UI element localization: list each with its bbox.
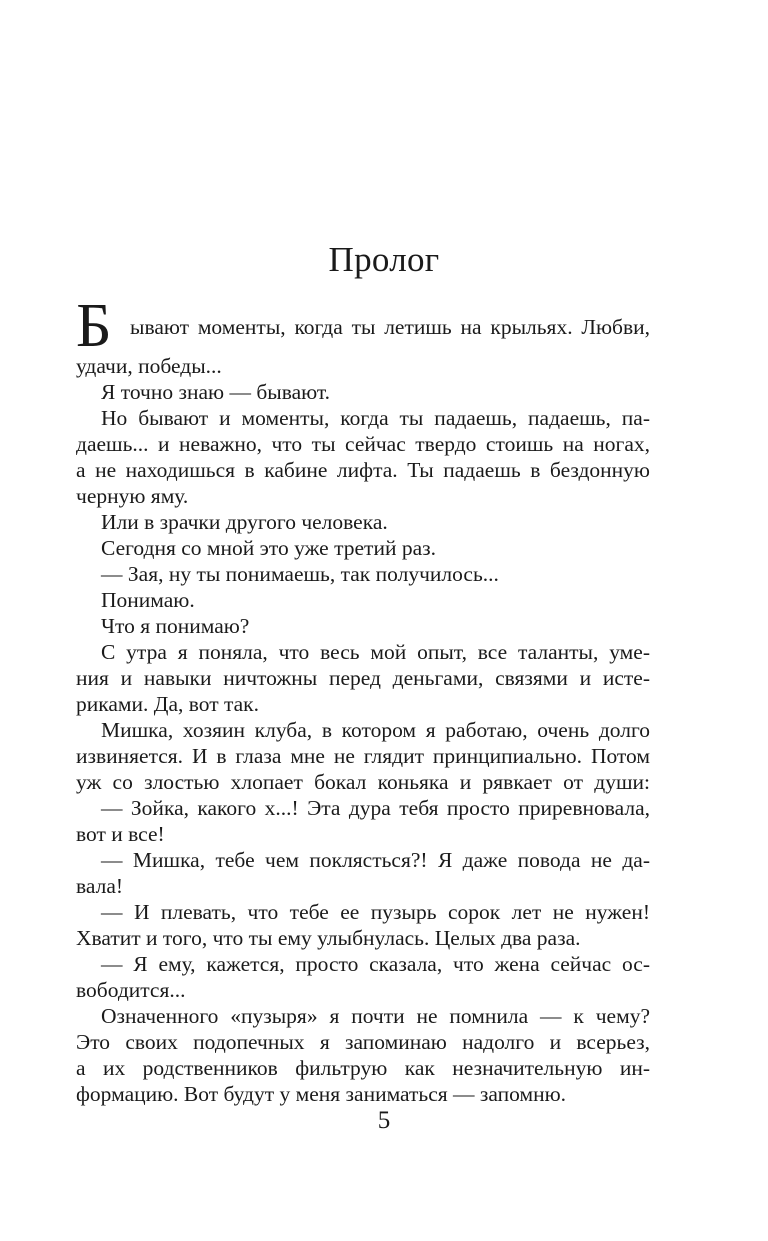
text-line: а их родственников фильтрую как незначительную ин- — [76, 1056, 650, 1080]
text-line: Это своих подопечных я запоминаю надолго и всерьез, — [76, 1030, 650, 1054]
body-text — [76, 292, 650, 1107]
text-line: Но бывают и моменты, когда ты падаешь, падаешь, па- — [101, 406, 650, 430]
text-line: формацию. Вот будут у меня заниматься — запомню. — [76, 1082, 567, 1106]
text-line: Сегодня со мной это уже третий раз. — [101, 536, 436, 560]
chapter-title: Пролог — [328, 240, 440, 279]
text-line: Понимаю. — [101, 588, 195, 612]
text-line: Мишка, хозяин клуба, в котором я работаю, очень долго — [101, 718, 650, 742]
text-line: Означенного «пузыря» я почти не помнила — к чему? — [101, 1004, 650, 1028]
text-line: извиняется. И в глаза мне не глядит принципиально. Потом — [76, 744, 650, 768]
text-line: — Зая, ну ты понимаешь, так получилось... — [101, 562, 499, 586]
text-line: Я точно знаю — бывают. — [101, 380, 331, 404]
text-line: черную яму. — [76, 484, 189, 508]
text-line: а не находишься в кабине лифта. Ты падаешь в бездонную — [76, 458, 650, 482]
text-line: вот и все! — [76, 822, 165, 846]
text-line: — Я ему, кажется, просто сказала, что жена сейчас ос- — [101, 952, 650, 976]
text-line: вободится... — [76, 978, 186, 1002]
text-line: удачи, победы... — [76, 354, 222, 378]
dropcap-paragraph-start — [76, 292, 650, 360]
text-line: ния и навыки ничтожны перед деньгами, связями и исте- — [76, 666, 650, 690]
text-line: — И плевать, что тебе ее пузырь сорок лет не нужен! — [101, 900, 650, 924]
text-line: уж со злостью хлопает бокал коньяка и рявкает от души: — [76, 770, 650, 794]
text-line: С утра я поняла, что весь мой опыт, все таланты, уме- — [101, 640, 650, 664]
text-line: Что я понимаю? — [101, 614, 250, 638]
text-lines — [76, 379, 650, 1107]
text-line: Хватит и того, что ты ему улыбнулась. Целых два раза. — [76, 926, 581, 950]
page-number: 5 — [377, 1107, 391, 1134]
text-line: вала! — [76, 874, 124, 898]
text-line: Или в зрачки другого человека. — [101, 510, 388, 534]
drop-cap-letter: Б — [76, 292, 112, 360]
text-line: — Мишка, тебе чем поклясться?! Я даже повода не да- — [101, 848, 650, 872]
text-line: даешь... и неважно, что ты сейчас твердо стоишь на ногах, — [76, 432, 650, 456]
text-line: — Зойка, какого х...! Эта дура тебя просто приревновала, — [101, 796, 650, 820]
text-line: ывают моменты, когда ты летишь на крыльях. Любви, — [130, 315, 650, 339]
text-line: риками. Да, вот так. — [76, 692, 260, 716]
